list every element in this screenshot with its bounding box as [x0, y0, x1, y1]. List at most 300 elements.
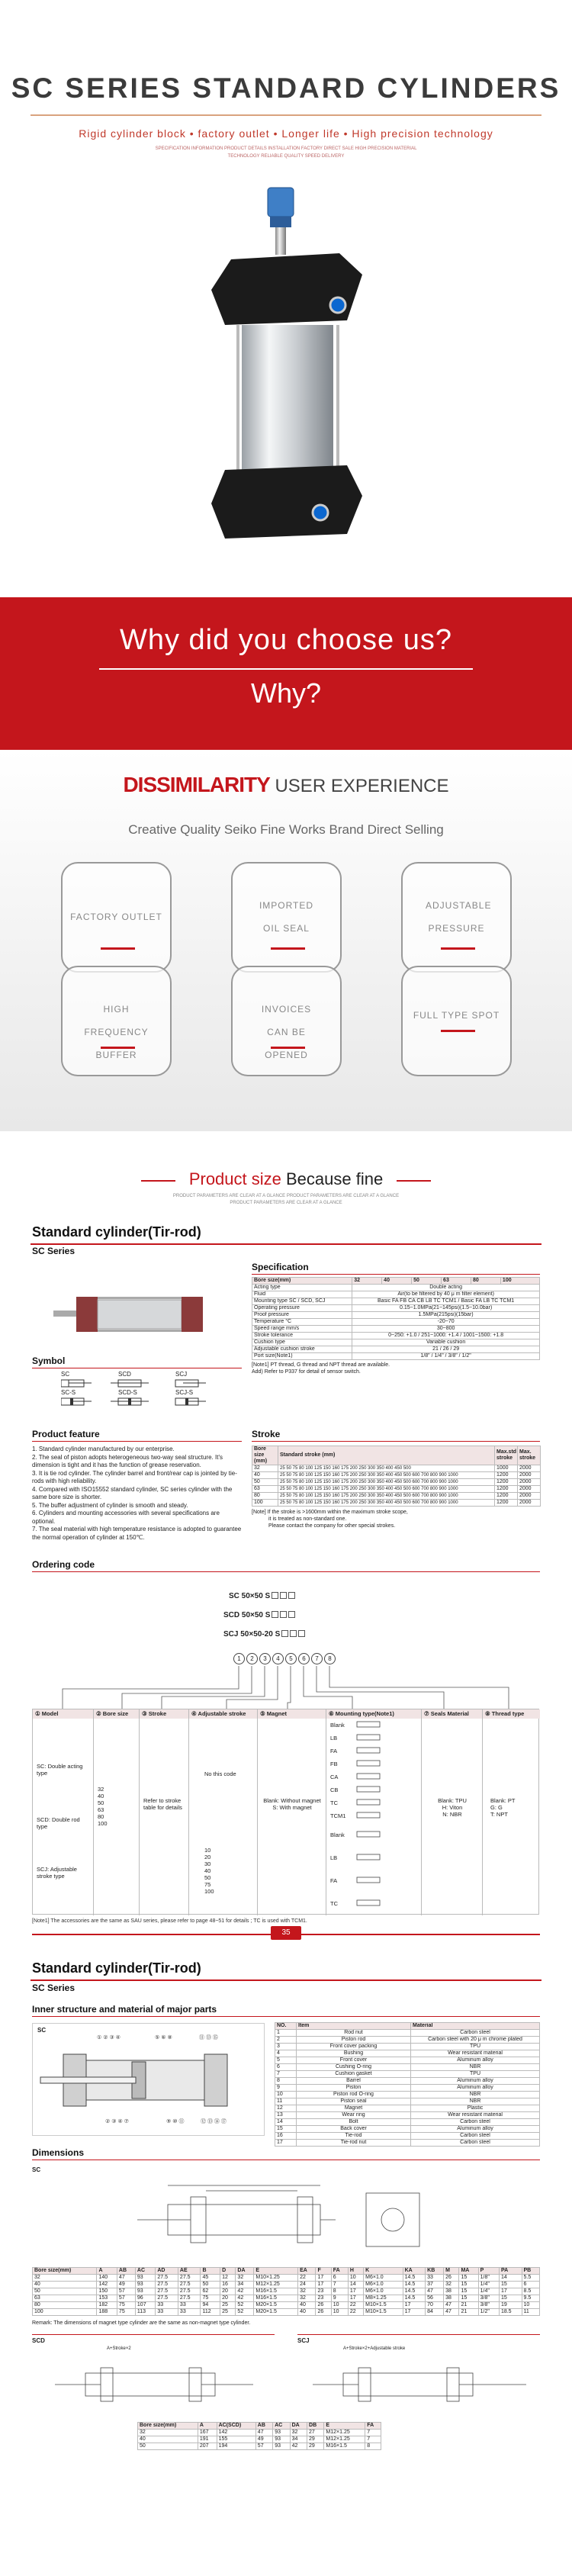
hero-subtitle: Rigid cylinder block • factory outlet • Longer life • High precision technology	[79, 127, 493, 140]
dims-cell: 1/2"	[478, 2309, 499, 2316]
dimensions-heading: Dimensions	[32, 2147, 85, 2158]
dims-cell: 7	[331, 2282, 348, 2288]
dims-row	[33, 2282, 540, 2288]
feature-item: 2. The seal of piston adopts heterogeneous two-way seal structure. It's dimension is tight and it has the function of grease reservation.	[32, 1453, 223, 1468]
dims-header-cell: D	[220, 2268, 236, 2275]
spec-header-cell: 32	[352, 1278, 382, 1285]
order-code-suffix: S	[265, 1592, 271, 1600]
svg-text:② ③ ④ ⑦: ② ③ ④ ⑦	[105, 2119, 129, 2124]
dims-cell: 45	[201, 2275, 220, 2282]
parts-cell: 17	[275, 2140, 297, 2147]
stroke-row	[252, 1472, 541, 1479]
parts-header-cell: NO.	[275, 2023, 297, 2030]
dims-row	[33, 2302, 540, 2309]
dims-cell: 16	[220, 2282, 236, 2288]
dims-cell: 15	[499, 2282, 522, 2288]
page-number: 35	[271, 1926, 301, 1940]
feature-card-label: INVOICES CAN BE OPENED	[261, 1004, 312, 1060]
symbol-grid	[61, 1371, 229, 1409]
mini-header-cell: DB	[307, 2423, 324, 2430]
feature-card-imported-oil-seal	[231, 862, 342, 973]
symbol-label: SCJ	[175, 1371, 188, 1378]
order-thread-text: Blank: PT G: G T: NPT	[490, 1797, 516, 1818]
spec-header-row	[252, 1278, 540, 1285]
order-code-sc	[229, 1592, 295, 1600]
dims-cell: 27.5	[178, 2288, 201, 2295]
card-accent-bar	[101, 947, 135, 950]
spec-cell: Port size(Note1)	[252, 1353, 352, 1360]
stroke-heading-rule	[252, 1441, 540, 1442]
why-subheading: Why?	[250, 677, 322, 709]
dims-cell: 17	[499, 2288, 522, 2295]
spec-cell: 21 / 26 / 29	[352, 1346, 540, 1353]
stroke-cell: 50	[252, 1479, 278, 1486]
parts-cell: NBR	[411, 2064, 540, 2071]
catalog-page1-series: SC Series	[32, 1246, 76, 1256]
mini-cell: 29	[307, 2436, 324, 2443]
order-adjustable-none: No this code	[204, 1770, 236, 1777]
mini-cell: 93	[273, 2430, 290, 2436]
dims-cell: 57	[117, 2295, 135, 2302]
dims-cell: 24	[298, 2282, 316, 2288]
order-model-scd: SCD: Double rod type	[37, 1816, 80, 1830]
dims-cell: 6	[331, 2275, 348, 2282]
stroke-note: it is treated as non-standard one.	[268, 1516, 347, 1522]
parts-cell: Piston	[297, 2085, 411, 2092]
order-code-text: SC 50×50	[229, 1592, 263, 1600]
symbol-label: SCD-S	[118, 1389, 137, 1396]
parts-cell: NBR	[411, 2098, 540, 2105]
parts-cell: 13	[275, 2112, 297, 2119]
parts-row	[275, 2133, 540, 2140]
dims-cell: 15	[499, 2295, 522, 2302]
stroke-cell: 63	[252, 1486, 278, 1493]
product-feature-heading: Product feature	[32, 1429, 100, 1439]
order-adjustable-list: 10 20 30 40 50 75 100	[204, 1847, 214, 1895]
parts-cell: TPU	[411, 2044, 540, 2050]
dims-cell: 27.5	[156, 2288, 178, 2295]
dims-cell: 21	[459, 2309, 478, 2316]
dims-cell: 27.5	[156, 2282, 178, 2288]
order-col-model	[33, 1709, 94, 1915]
dims-cell: 21	[459, 2302, 478, 2309]
dims-cell: 17	[403, 2302, 426, 2309]
dims-cell: 182	[97, 2302, 117, 2309]
stroke-note: Please contact the company for other special strokes.	[268, 1523, 396, 1529]
dissimilarity-title-red: DISSIMILARITY	[123, 773, 270, 796]
mini-cell: 32	[290, 2430, 307, 2436]
dims-header-row	[33, 2268, 540, 2275]
dimensions-table	[32, 2267, 540, 2316]
spec-cell: Adjustable cushion stroke	[252, 1346, 352, 1353]
dims-header-cell: F	[316, 2268, 331, 2275]
dims-cell: 10	[331, 2302, 348, 2309]
order-step-1: 1	[233, 1653, 245, 1664]
dims-cell: 17	[316, 2275, 331, 2282]
mini-cell: 34	[290, 2436, 307, 2443]
dims-row	[33, 2295, 540, 2302]
dims-cell: 23	[316, 2295, 331, 2302]
spec-note-2: Add) Refer to P337 for detail of sensor switch.	[252, 1369, 361, 1375]
spec-cell: -20~70	[352, 1319, 540, 1326]
stroke-cell: 25 50 75 80 100 125 150 160 175 200 250 300 350 400 450 500 600 700 800 900 1000	[278, 1486, 495, 1493]
order-code-suffix: S	[265, 1611, 271, 1619]
stroke-cell: 1200	[495, 1472, 518, 1479]
parts-cell: Back cover	[297, 2126, 411, 2133]
dims-cell: 8	[331, 2288, 348, 2295]
feature-item: 5. The buffer adjustment of cylinder is smooth and steady.	[32, 1501, 188, 1509]
product-size-small-2: PRODUCT PARAMETERS ARE CLEAR AT A GLANCE	[230, 1201, 342, 1205]
parts-cell: Wear resistant material	[411, 2050, 540, 2057]
stroke-row	[252, 1479, 541, 1486]
parts-header-row	[275, 2023, 540, 2030]
dims-cell: 52	[236, 2309, 254, 2316]
dims-cell: 17	[348, 2288, 363, 2295]
stroke-row	[252, 1465, 541, 1472]
spec-cell: Acting type	[252, 1285, 352, 1291]
parts-row	[275, 2126, 540, 2133]
dims-cell: 20	[220, 2288, 236, 2295]
mini-cell: 7	[365, 2436, 381, 2443]
parts-row	[275, 2119, 540, 2126]
mini-cell: M12×1.25	[324, 2436, 365, 2443]
cylinder-side-photo	[53, 1282, 214, 1350]
dims-cell: 70	[426, 2302, 444, 2309]
dims-header-cell: PB	[522, 2268, 540, 2275]
mini-row	[138, 2430, 381, 2436]
dims-header-cell: M	[444, 2268, 459, 2275]
mini-cell: 29	[307, 2443, 324, 2450]
parts-row	[275, 2085, 540, 2092]
parts-cell: Carbon steel	[411, 2133, 540, 2140]
dims-cell: 52	[236, 2302, 254, 2309]
stroke-cell: 25 50 75 80 100 125 150 160 175 200 250 300 350 400 450 500 600 700 800 900 1000	[278, 1479, 495, 1486]
dimensions-sc-label: SC	[32, 2166, 41, 2173]
mini-header-cell: E	[324, 2423, 365, 2430]
parts-row	[275, 2037, 540, 2044]
mini-header-cell: FA	[365, 2423, 381, 2430]
stroke-cell: 25 50 75 80 100 125 150 160 175 200 250 300 350 400 450 500 600 700 800 900 1000	[278, 1472, 495, 1479]
parts-cell: Bolt	[297, 2119, 411, 2126]
mini-header-cell: AB	[255, 2423, 272, 2430]
mini-cell: 49	[255, 2436, 272, 2443]
spec-header-cell: 63	[442, 1278, 471, 1285]
dissimilarity-subtitle: Creative Quality Seiko Fine Works Brand Direct Selling	[128, 822, 444, 837]
parts-cell: 14	[275, 2119, 297, 2126]
dims-cell: 10	[331, 2309, 348, 2316]
parts-cell: 2	[275, 2037, 297, 2044]
dims-cell: 1/4"	[478, 2282, 499, 2288]
dims-cell: 188	[97, 2309, 117, 2316]
dims-cell: 32	[236, 2275, 254, 2282]
scj-annotation: A+Stroke×2+Adjustable stroke	[343, 2346, 406, 2351]
spec-cell: Double acting	[352, 1285, 540, 1291]
order-code-scj	[223, 1630, 305, 1639]
order-col-header: ⑧ Thread type	[483, 1709, 540, 1719]
stroke-cell: 1200	[495, 1493, 518, 1500]
svg-text:⑨ ⑩ ⑪: ⑨ ⑩ ⑪	[166, 2119, 185, 2124]
dims-cell: 32	[33, 2275, 97, 2282]
parts-cell: 8	[275, 2078, 297, 2085]
parts-cell: Wear resistant material	[411, 2112, 540, 2119]
mini-header-cell: DA	[290, 2423, 307, 2430]
ordering-code-heading: Ordering code	[32, 1559, 95, 1570]
mini-cell: 50	[138, 2443, 198, 2450]
mount-code: FA	[330, 1748, 338, 1754]
inner-structure-heading: Inner structure and material of major parts	[32, 2004, 217, 2015]
dims-cell: M10×1.5	[364, 2302, 403, 2309]
ordering-code-rule	[32, 1571, 540, 1572]
stroke-cell: 25 50 75 80 100 125 150 160 175 200 250 300 350 400 450 500 600 700 800 900 1000	[278, 1500, 495, 1507]
feature-item: 7. The seal material with high temperature resistance is adopted to guarantee the normal operation of cylinder at 150℃.	[32, 1526, 242, 1541]
order-step-5: 5	[285, 1653, 297, 1664]
card-accent-bar	[101, 1047, 135, 1049]
parts-cell: Aluminum alloy	[411, 2078, 540, 2085]
dims-cell: 32	[444, 2282, 459, 2288]
dims-header-cell: PA	[499, 2268, 522, 2275]
dims-header-cell: AE	[178, 2268, 201, 2275]
dims-header-cell: E	[254, 2268, 298, 2275]
mount-code: TC	[330, 1799, 338, 1806]
parts-cell: Barrel	[297, 2078, 411, 2085]
spec-cell: Basic FA FB CA CB LB TC TCM1 / Basic FA LB TC TCM1	[352, 1298, 540, 1305]
product-feature-list	[32, 1446, 242, 1542]
dims-cell: 49	[117, 2282, 135, 2288]
mount-code: TC	[330, 1900, 338, 1907]
parts-cell: 15	[275, 2126, 297, 2133]
dims-header-cell: B	[201, 2268, 220, 2275]
stroke-cell: 2000	[518, 1465, 541, 1472]
feature-item: 4. Compared with ISO15552 standard cylinder, SC series cylinder with the same bore size is shorter.	[32, 1485, 233, 1500]
spec-cell: Speed range mm/s	[252, 1326, 352, 1333]
parts-cell: Front cover packing	[297, 2044, 411, 2050]
mini-cell: 207	[198, 2443, 217, 2450]
dims-cell: 14	[348, 2282, 363, 2288]
mini-cell: M12×1.25	[324, 2430, 365, 2436]
parts-cell: 11	[275, 2098, 297, 2105]
dims-cell: 27.5	[178, 2275, 201, 2282]
mini-header-cell: A	[198, 2423, 217, 2430]
mini-cell: M16×1.5	[324, 2443, 365, 2450]
dims-cell: M10×1.25	[254, 2275, 298, 2282]
parts-cell: Carbon steel	[411, 2119, 540, 2126]
dims-cell: 112	[201, 2309, 220, 2316]
dims-cell: 32	[298, 2288, 316, 2295]
hero-small-text-2: TECHNOLOGY RELIABLE QUALITY SPEED DELIVERY	[227, 154, 345, 159]
feature-card-label: ADJUSTABLE PRESSURE	[426, 900, 492, 934]
product-size-small-1: PRODUCT PARAMETERS ARE CLEAR AT A GLANCE PRODUCT PARAMETERS ARE CLEAR AT A GLANCE	[172, 1194, 400, 1198]
structure-drawing-box	[32, 2023, 265, 2136]
svg-text:⑪ ⑬ ⑮: ⑪ ⑬ ⑮	[199, 2035, 218, 2041]
parts-cell: 12	[275, 2105, 297, 2112]
dims-cell: 3/8"	[478, 2302, 499, 2309]
order-col-header: ③ Stroke	[140, 1709, 188, 1719]
spec-cell: Operating pressure	[252, 1305, 352, 1312]
stroke-cell: 2000	[518, 1472, 541, 1479]
cylinder-cutaway-drawing	[33, 2024, 265, 2137]
order-code-text: SCJ 50×50-20	[223, 1630, 273, 1639]
dims-cell: 33	[426, 2275, 444, 2282]
hero-banner	[0, 0, 572, 597]
ordering-code-table	[32, 1709, 539, 1915]
stroke-cell: 1200	[495, 1486, 518, 1493]
parts-row	[275, 2030, 540, 2037]
order-step-3: 3	[259, 1653, 271, 1664]
dims-cell: M16×1.5	[254, 2295, 298, 2302]
parts-cell: Piston rod	[297, 2037, 411, 2044]
mini-header-cell: AC	[273, 2423, 290, 2430]
dims-cell: M6×1.0	[364, 2288, 403, 2295]
spec-header-cell: 80	[471, 1278, 500, 1285]
dims-cell: 6	[522, 2282, 540, 2288]
dims-cell: 47	[426, 2288, 444, 2295]
parts-cell: Magnet	[297, 2105, 411, 2112]
stroke-cell: 100	[252, 1500, 278, 1507]
spec-header-cell: 50	[412, 1278, 442, 1285]
catalog-page2-series: SC Series	[32, 1983, 76, 1993]
order-stroke-text: Refer to stroke table for details	[143, 1797, 182, 1811]
order-step-6: 6	[298, 1653, 310, 1664]
parts-row	[275, 2064, 540, 2071]
dims-cell: M20×1.5	[254, 2302, 298, 2309]
order-col-header: ② Bore size	[94, 1709, 139, 1719]
spec-row	[252, 1333, 540, 1339]
spec-cell: Air(to be filtered by 40 μ m filter element)	[352, 1291, 540, 1298]
feature-card-label: FACTORY OUTLET	[70, 912, 162, 922]
dims-cell: 40	[33, 2282, 97, 2288]
dims-cell: 93	[135, 2288, 155, 2295]
dims-cell: 34	[236, 2282, 254, 2288]
parts-header-cell: Item	[297, 2023, 411, 2030]
hero-title: SC SERIES STANDARD CYLINDERS	[11, 72, 561, 104]
parts-cell: Aluminum alloy	[411, 2057, 540, 2064]
dims-cell: 20	[220, 2295, 236, 2302]
spec-cell: Temperature °C	[252, 1319, 352, 1326]
dims-cell: 1/8"	[478, 2275, 499, 2282]
mini-cell: 57	[255, 2443, 272, 2450]
dissimilarity-title-rest: USER EXPERIENCE	[269, 776, 449, 796]
parts-cell: 6	[275, 2064, 297, 2071]
order-col-stroke	[140, 1709, 189, 1915]
order-model-sc: SC: Double acting type	[37, 1763, 83, 1777]
stroke-table	[252, 1446, 541, 1507]
dims-cell: 42	[236, 2295, 254, 2302]
spec-cell: Cushion type	[252, 1339, 352, 1346]
dims-cell: 9.5	[522, 2295, 540, 2302]
parts-cell: Carbon steel with 20 μ m chrome plated	[411, 2037, 540, 2044]
dims-cell: 57	[117, 2288, 135, 2295]
feature-card-adjustable-pressure	[401, 862, 512, 973]
dims-cell: 38	[444, 2295, 459, 2302]
stroke-heading: Stroke	[252, 1429, 281, 1439]
catalog-page1-title: Standard cylinder(Tir-rod)	[32, 1224, 201, 1240]
scd-drawing	[32, 2354, 275, 2415]
dims-header-cell: KB	[426, 2268, 444, 2275]
dims-header-cell: AD	[156, 2268, 178, 2275]
feature-item: 3. It is tie rod cylinder. The cylinder barrel and front/rear cap is jointed by tie-rods with high reliability.	[32, 1469, 237, 1484]
spec-row	[252, 1319, 540, 1326]
why-choose-us-banner	[0, 597, 572, 750]
dims-cell: 12	[220, 2275, 236, 2282]
dims-cell: 96	[135, 2295, 155, 2302]
dims-cell: 84	[426, 2309, 444, 2316]
order-model-scj: SCJ: Adjustable stroke type	[37, 1866, 77, 1880]
parts-cell: Tie-rod	[297, 2133, 411, 2140]
spec-row	[252, 1353, 540, 1360]
order-col-header: ⑥ Mounting type(Note1)	[326, 1709, 421, 1719]
symbol-label: SC-S	[61, 1389, 76, 1396]
spec-row	[252, 1291, 540, 1298]
dims-cell: 26	[316, 2302, 331, 2309]
dims-cell: 17	[316, 2282, 331, 2288]
dimensions-remark: Remark: The dimensions of magnet type cylinder are the same as non-magnet type cylinder.	[32, 2320, 251, 2326]
stroke-cell: 32	[252, 1465, 278, 1472]
dissimilarity-section	[0, 750, 572, 1131]
dims-cell: M8×1.25	[364, 2295, 403, 2302]
mini-cell: 191	[198, 2436, 217, 2443]
scd-label: SCD	[32, 2337, 45, 2344]
dims-cell: 93	[135, 2282, 155, 2288]
mini-cell: 47	[255, 2430, 272, 2436]
dims-cell: M20×1.5	[254, 2309, 298, 2316]
order-magnet-text: Blank: Without magnet S: With magnet	[263, 1797, 321, 1811]
parts-cell: Tie-rod nut	[297, 2140, 411, 2147]
order-col-header: ⑤ Magnet	[258, 1709, 326, 1719]
stroke-cell: 2000	[518, 1493, 541, 1500]
parts-row	[275, 2098, 540, 2105]
mount-code: LB	[330, 1854, 338, 1861]
order-step-8: 8	[324, 1653, 336, 1664]
stroke-cell: 40	[252, 1472, 278, 1479]
dims-cell: M12×1.25	[254, 2282, 298, 2288]
dims-cell: 10	[522, 2302, 540, 2309]
order-leader-lines	[32, 1666, 540, 1709]
dims-cell: M6×1.0	[364, 2282, 403, 2288]
order-step-7: 7	[311, 1653, 323, 1664]
order-col-header: ④ Adjustable stroke	[189, 1709, 257, 1719]
dims-row	[33, 2275, 540, 2282]
dims-cell: 25	[220, 2309, 236, 2316]
feature-card-label: HIGH FREQUENCY BUFFER	[84, 1004, 149, 1060]
scd-scj-dimension-table	[137, 2422, 381, 2450]
stroke-cell: 25 50 75 80 100 125 150 160 175 200 250 300 350 400 450 500 600 700 800 900 1000	[278, 1493, 495, 1500]
scd-rule	[32, 2334, 275, 2335]
feature-card-label: IMPORTED OIL SEAL	[259, 900, 314, 934]
parts-cell: 9	[275, 2085, 297, 2092]
dims-cell: 153	[97, 2295, 117, 2302]
order-code-text: SCD 50×50	[223, 1611, 263, 1619]
mount-code: Blank	[330, 1722, 345, 1729]
dims-cell: 75	[117, 2302, 135, 2309]
why-heading: Why did you choose us?	[119, 624, 452, 656]
dissimilarity-title	[0, 773, 572, 797]
spec-cell: 1.5MPa(215psi)(15bar)	[352, 1312, 540, 1319]
dims-cell: 33	[178, 2309, 201, 2316]
stroke-note: [Note] If the stroke is >1600mm within the maximum stroke scope,	[252, 1510, 408, 1515]
dims-cell: 3/8"	[478, 2295, 499, 2302]
mini-cell: 8	[365, 2443, 381, 2450]
order-col-magnet	[258, 1709, 326, 1915]
dims-cell: 140	[97, 2275, 117, 2282]
dims-row	[33, 2288, 540, 2295]
dims-cell: 63	[33, 2295, 97, 2302]
symbol-heading: Symbol	[32, 1356, 66, 1366]
dims-cell: 113	[135, 2309, 155, 2316]
parts-cell: NBR	[411, 2092, 540, 2098]
dims-cell: 14.5	[403, 2288, 426, 2295]
spec-cell: Mounting type SC / SCD, SCJ	[252, 1298, 352, 1305]
parts-cell: 7	[275, 2071, 297, 2078]
